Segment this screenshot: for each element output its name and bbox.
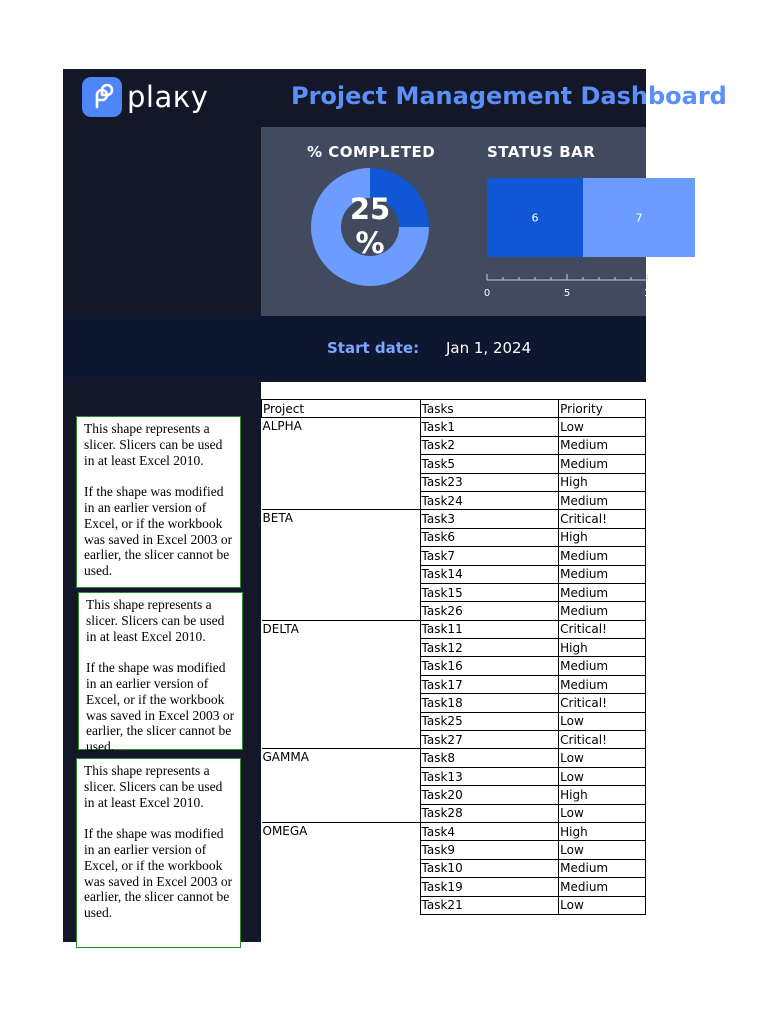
priority-cell[interactable]: High — [559, 786, 646, 804]
task-cell[interactable]: Task2 — [420, 436, 559, 454]
slicer-placeholder-3[interactable] — [76, 758, 241, 948]
priority-cell[interactable]: Critical! — [559, 694, 646, 712]
priority-cell[interactable]: Critical! — [559, 510, 646, 528]
task-cell[interactable]: Task11 — [420, 620, 559, 638]
task-cell[interactable]: Task9 — [420, 841, 559, 859]
start-date-value[interactable]: Jan 1, 2024 — [446, 339, 532, 357]
table-row — [262, 510, 646, 528]
column-header-tasks[interactable]: Tasks — [420, 400, 559, 418]
priority-cell[interactable]: Medium — [559, 675, 646, 693]
completed-label: % COMPLETED — [307, 143, 436, 161]
task-cell[interactable]: Task27 — [420, 731, 559, 749]
project-cell[interactable]: BETA — [262, 510, 421, 620]
task-table-area — [261, 382, 646, 942]
priority-cell[interactable]: Medium — [559, 602, 646, 620]
task-cell[interactable]: Task23 — [420, 473, 559, 491]
slicer-text: If the shape was modified in an earlier version of Excel, or if the workbook was saved in Excel 2003 or earlier, the slicer cannot be used. — [84, 484, 233, 579]
completed-percent-number: 25 — [349, 192, 391, 226]
task-cell[interactable]: Task8 — [420, 749, 559, 767]
task-cell[interactable]: Task6 — [420, 528, 559, 546]
status-bar-data-label: 6 — [531, 211, 539, 225]
task-cell[interactable]: Task13 — [420, 767, 559, 785]
priority-cell[interactable]: Critical! — [559, 731, 646, 749]
priority-cell[interactable]: Low — [559, 767, 646, 785]
project-cell[interactable]: GAMMA — [262, 749, 421, 823]
priority-cell[interactable]: Low — [559, 418, 646, 436]
priority-cell[interactable]: Medium — [559, 859, 646, 877]
task-cell[interactable]: Task17 — [420, 675, 559, 693]
priority-cell[interactable]: Medium — [559, 657, 646, 675]
priority-cell[interactable]: High — [559, 639, 646, 657]
task-cell[interactable]: Task7 — [420, 547, 559, 565]
start-date-label: Start date: — [327, 339, 420, 357]
task-table-body — [262, 418, 646, 915]
task-cell[interactable]: Task21 — [420, 896, 559, 914]
task-cell[interactable]: Task3 — [420, 510, 559, 528]
project-cell[interactable]: DELTA — [262, 620, 421, 749]
task-cell[interactable]: Task26 — [420, 602, 559, 620]
task-cell[interactable]: Task24 — [420, 491, 559, 509]
priority-cell[interactable]: Critical! — [559, 620, 646, 638]
table-header-row — [262, 400, 646, 418]
table-row — [262, 620, 646, 638]
priority-cell[interactable]: Medium — [559, 436, 646, 454]
task-cell[interactable]: Task19 — [420, 878, 559, 896]
project-cell[interactable]: ALPHA — [262, 418, 421, 510]
table-row — [262, 749, 646, 767]
priority-cell[interactable]: Low — [559, 841, 646, 859]
priority-cell[interactable]: Low — [559, 804, 646, 822]
task-cell[interactable]: Task5 — [420, 455, 559, 473]
status-bar-data-label: 7 — [635, 211, 643, 225]
completed-percent-sign: % — [355, 226, 385, 260]
status-bar-chart — [480, 170, 651, 310]
slicer-placeholder-2[interactable] — [78, 592, 243, 755]
slicer-text: If the shape was modified in an earlier version of Excel, or if the workbook was saved in Excel 2003 or earlier, the slicer cannot be used. — [86, 660, 235, 755]
status-bar-label: STATUS BAR — [487, 143, 596, 161]
status-bar-tick-label: 0 — [483, 288, 491, 299]
task-cell[interactable]: Task28 — [420, 804, 559, 822]
logo-text: plaкy — [127, 80, 209, 114]
task-cell[interactable]: Task25 — [420, 712, 559, 730]
table-row — [262, 418, 646, 436]
priority-cell[interactable]: Medium — [559, 491, 646, 509]
priority-cell[interactable]: Low — [559, 712, 646, 730]
task-table — [261, 399, 646, 915]
priority-cell[interactable]: Medium — [559, 583, 646, 601]
priority-cell[interactable]: Low — [559, 749, 646, 767]
plaky-logo — [82, 77, 208, 117]
column-header-priority[interactable]: Priority — [559, 400, 646, 418]
column-header-project[interactable]: Project — [262, 400, 421, 418]
task-cell[interactable]: Task14 — [420, 565, 559, 583]
plaky-logo-icon — [82, 77, 122, 117]
task-cell[interactable]: Task18 — [420, 694, 559, 712]
slicer-text: This shape represents a slicer. Slicers can be used in at least Excel 2010. — [86, 597, 225, 644]
priority-cell[interactable]: High — [559, 822, 646, 840]
task-cell[interactable]: Task12 — [420, 639, 559, 657]
slicer-text: This shape represents a slicer. Slicers can be used in at least Excel 2010. — [84, 763, 223, 810]
priority-cell[interactable]: Medium — [559, 547, 646, 565]
table-row — [262, 822, 646, 840]
task-cell[interactable]: Task15 — [420, 583, 559, 601]
task-cell[interactable]: Task20 — [420, 786, 559, 804]
slicer-text: This shape represents a slicer. Slicers can be used in at least Excel 2010. — [84, 421, 223, 468]
status-bar-tick-label: 1 — [643, 288, 651, 299]
priority-cell[interactable]: Low — [559, 896, 646, 914]
priority-cell[interactable]: Medium — [559, 455, 646, 473]
status-bar-tick-label: 5 — [563, 288, 571, 299]
slicer-text: If the shape was modified in an earlier version of Excel, or if the workbook was saved in Excel 2003 or earlier, the slicer cannot be used. — [84, 826, 233, 921]
completed-percent-value — [315, 192, 425, 260]
priority-cell[interactable]: High — [559, 528, 646, 546]
slicer-placeholder-1[interactable] — [76, 416, 241, 588]
priority-cell[interactable]: Medium — [559, 565, 646, 583]
task-cell[interactable]: Task16 — [420, 657, 559, 675]
priority-cell[interactable]: Medium — [559, 878, 646, 896]
dashboard-title: Project Management Dashboard — [291, 82, 727, 110]
priority-cell[interactable]: High — [559, 473, 646, 491]
task-cell[interactable]: Task4 — [420, 822, 559, 840]
project-cell[interactable]: OMEGA — [262, 822, 421, 914]
task-cell[interactable]: Task10 — [420, 859, 559, 877]
task-cell[interactable]: Task1 — [420, 418, 559, 436]
